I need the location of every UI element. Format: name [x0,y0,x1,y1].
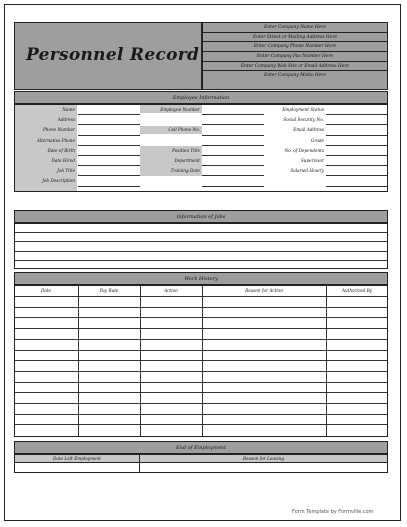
employee-field[interactable] [326,105,387,115]
employee-label: Phone Number [42,127,75,133]
employee-field[interactable] [326,166,387,176]
employee-field[interactable] [326,125,387,135]
employee-label: Alternative Phone [36,137,75,143]
table-row[interactable] [15,392,387,393]
table-row[interactable] [15,414,387,415]
employee-label: Job Title [57,168,75,174]
employee-field[interactable] [78,125,140,135]
employee-field[interactable] [78,166,140,176]
employee-field[interactable] [78,105,140,115]
job-info-line [15,251,387,252]
employee-field[interactable] [78,115,140,125]
job-info-line [15,232,387,233]
employee-label: Position Title [172,147,200,153]
employee-label: Employee Number [160,107,200,112]
table-row[interactable] [15,328,387,329]
table-row[interactable] [15,307,387,308]
work-history-header: Work History [14,272,388,285]
employee-field[interactable] [202,115,264,125]
employee-label [140,178,202,185]
form-title: Personnel Record [26,45,200,65]
employee-label [140,138,202,145]
employee-label: Employment Status [282,107,324,112]
job-info-header: Information of Jobs [14,210,388,223]
col-date-header: Date [40,288,51,293]
employee-label [264,178,326,185]
company-motto-field[interactable]: Enter Company Motto Here [263,73,327,79]
date-left-label: Date Left Employment [53,456,101,461]
col-reason-header: Reason for Action [245,288,283,293]
employee-label: Address [57,117,75,123]
employee-field[interactable] [202,156,264,166]
employee-label: Date of Birth [47,147,75,153]
company-fax-field[interactable]: Enter Company Fax Number Here [203,52,387,62]
date-left-field[interactable] [15,464,139,472]
employee-field[interactable] [202,105,264,115]
company-phone-field[interactable]: Enter Company Phone Number Here [203,42,387,52]
table-header-divider [15,296,387,297]
employee-field[interactable] [78,176,140,186]
table-row[interactable] [15,360,387,361]
employee-field[interactable] [202,166,264,176]
employee-field[interactable] [326,115,387,125]
col-authorized-header: Authorized By [341,288,373,293]
employee-label: Training Date [170,168,200,174]
employee-label: Supervisor [300,158,324,163]
employee-field[interactable] [326,146,387,156]
employee-field[interactable] [202,136,264,146]
employee-label: Email Address [293,127,324,133]
col-action-header: Action [164,288,178,293]
col-payrate-header: Pay Rate [99,288,119,293]
company-address-field[interactable]: Enter Street or Mailing Address Here [203,33,387,43]
table-row[interactable] [15,339,387,340]
job-info-line [15,260,387,261]
company-name-field[interactable]: Enter Company Name Here [203,23,387,33]
employee-label [140,117,202,124]
employee-field[interactable] [78,136,140,146]
table-row[interactable] [15,317,387,318]
employee-label: Date Hired [51,158,75,163]
job-info-section[interactable] [14,223,388,269]
employee-label: Grade [310,137,324,143]
employee-info-header: Employee Information [14,91,388,104]
employee-label: Salaried Hourly [290,168,324,174]
reason-leaving-label: Reason for Leaving [242,456,285,461]
table-row[interactable] [15,350,387,351]
employee-label: No. of Dependents [284,147,324,153]
employee-label: Cell Phone No. [168,127,200,133]
employee-label: Social Security No. [283,117,324,123]
employee-label: Name [62,107,75,112]
employee-label: Job Description [42,178,75,184]
company-info-block [202,22,388,90]
employee-label: Department [174,158,200,163]
employee-field[interactable] [202,146,264,156]
employee-field[interactable] [78,156,140,166]
reason-leaving-field[interactable] [140,464,387,472]
table-row[interactable] [15,382,387,383]
employee-field[interactable] [78,146,140,156]
table-row[interactable] [15,403,387,404]
employee-field[interactable] [202,176,264,186]
employee-field[interactable] [326,176,387,186]
table-row[interactable] [15,371,387,372]
employee-field[interactable] [202,125,264,135]
employee-field[interactable] [326,156,387,166]
company-web-field[interactable]: Enter Company Web Site or Email Address Here [203,62,387,72]
table-row[interactable] [15,424,387,425]
job-info-line [15,241,387,242]
end-employment-header: End of Employment [14,441,388,454]
employee-field[interactable] [326,136,387,146]
footer-credit: Form Template by Formville.com [292,509,374,515]
